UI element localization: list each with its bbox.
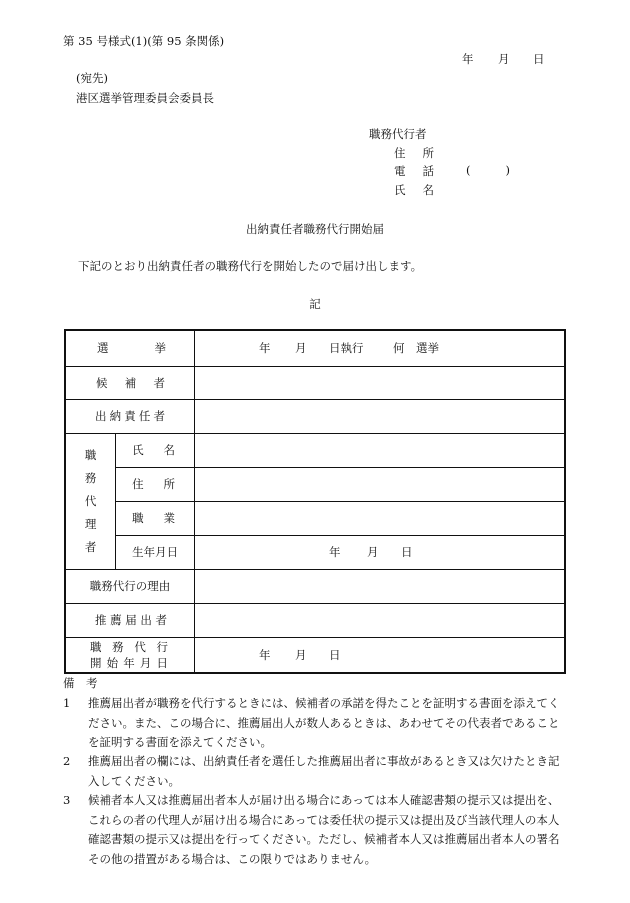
agent-occupation-value[interactable]	[195, 501, 566, 535]
date-day-label: 日	[533, 52, 545, 66]
date-year-label: 年	[462, 52, 474, 66]
form-number: 第 35 号様式(1)(第 95 条関係)	[63, 34, 225, 48]
applicant-role: 職務代行者	[369, 127, 427, 141]
agent-address-label: 住 所	[116, 467, 195, 501]
recommender-row	[65, 603, 565, 637]
agent-address-row	[65, 467, 565, 501]
addressee: 港区選挙管理委員会委員長	[76, 91, 214, 105]
addressee-label: (宛先)	[76, 71, 108, 85]
date-month-label: 月	[498, 52, 510, 66]
reason-row	[65, 569, 565, 603]
note-item	[63, 694, 568, 753]
form-table	[64, 329, 566, 674]
start-date-row	[65, 637, 565, 673]
note-item	[63, 791, 568, 869]
note-text: 候補者本人又は推薦届出者本人が届け出る場合にあっては本人確認書類の提示又は提出を、これらの者の代理人が届け出る場合にあっては委任状の提示又は提出及び当該代理人の本人確認書類の提示又は提出を行ってください。ただし、候補者本人又は推薦届出者本人の署名その他の措置がある場合は、この限りではありません。	[88, 793, 560, 866]
start-date-label: 職 務 代 行 開 始 年 月 日	[65, 637, 195, 673]
candidate-label: 候 補 者	[65, 366, 195, 399]
agent-birthdate-label: 生年月日	[116, 535, 195, 569]
applicant-phone-label: 電 話	[394, 164, 434, 178]
candidate-row	[65, 366, 565, 399]
agent-occupation-row	[65, 501, 565, 535]
note-text: 推薦届出者の欄には、出納責任者を選任した推薦届出者に事故があるとき又は欠けたとき記入してください。	[88, 754, 560, 788]
agent-occupation-label: 職 業	[116, 501, 195, 535]
treasurer-row	[65, 399, 565, 433]
note-text: 推薦届出者が職務を代行するときには、候補者の承諾を得たことを証明する書面を添えてください。また、この場合に、推薦届出人が数人あるときは、あわせてその代表者であることを証明する書面を添えてください。	[88, 696, 560, 749]
agent-address-value[interactable]	[195, 467, 566, 501]
document-title: 出納責任者職務代行開始届	[246, 222, 384, 236]
agent-name-row	[65, 433, 565, 467]
treasurer-label: 出 納 責 任 者	[65, 399, 195, 433]
reason-value[interactable]	[195, 569, 566, 603]
agent-name-value[interactable]	[195, 433, 566, 467]
agent-name-label: 氏 名	[116, 433, 195, 467]
applicant-phone-parens: ( )	[466, 163, 510, 177]
election-label: 選 挙	[65, 330, 195, 366]
start-date-value[interactable]: 年 月 日	[195, 637, 566, 673]
note-number: 3	[63, 793, 71, 807]
agent-birthdate-value[interactable]: 年 月 日	[195, 535, 566, 569]
agent-birthdate-row	[65, 535, 565, 569]
recommender-value[interactable]	[195, 603, 566, 637]
candidate-value[interactable]	[195, 366, 566, 399]
reason-label: 職務代行の理由	[65, 569, 195, 603]
note-item	[63, 752, 568, 791]
intro-text: 下記のとおり出納責任者の職務代行を開始したので届け出します。	[78, 259, 423, 273]
note-number: 2	[63, 754, 71, 768]
applicant-name-label: 氏 名	[394, 183, 434, 197]
treasurer-value[interactable]	[195, 399, 566, 433]
notes-heading: 備 考	[63, 676, 98, 690]
election-row	[65, 330, 565, 366]
note-number: 1	[63, 696, 71, 710]
applicant-address-label: 住 所	[394, 146, 434, 160]
recommender-label: 推 薦 届 出 者	[65, 603, 195, 637]
election-value[interactable]: 年 月 日執行 何 選挙	[195, 330, 566, 366]
ki-heading: 記	[309, 297, 321, 311]
agent-vertical-label: 職 務 代 理 者	[65, 433, 116, 569]
